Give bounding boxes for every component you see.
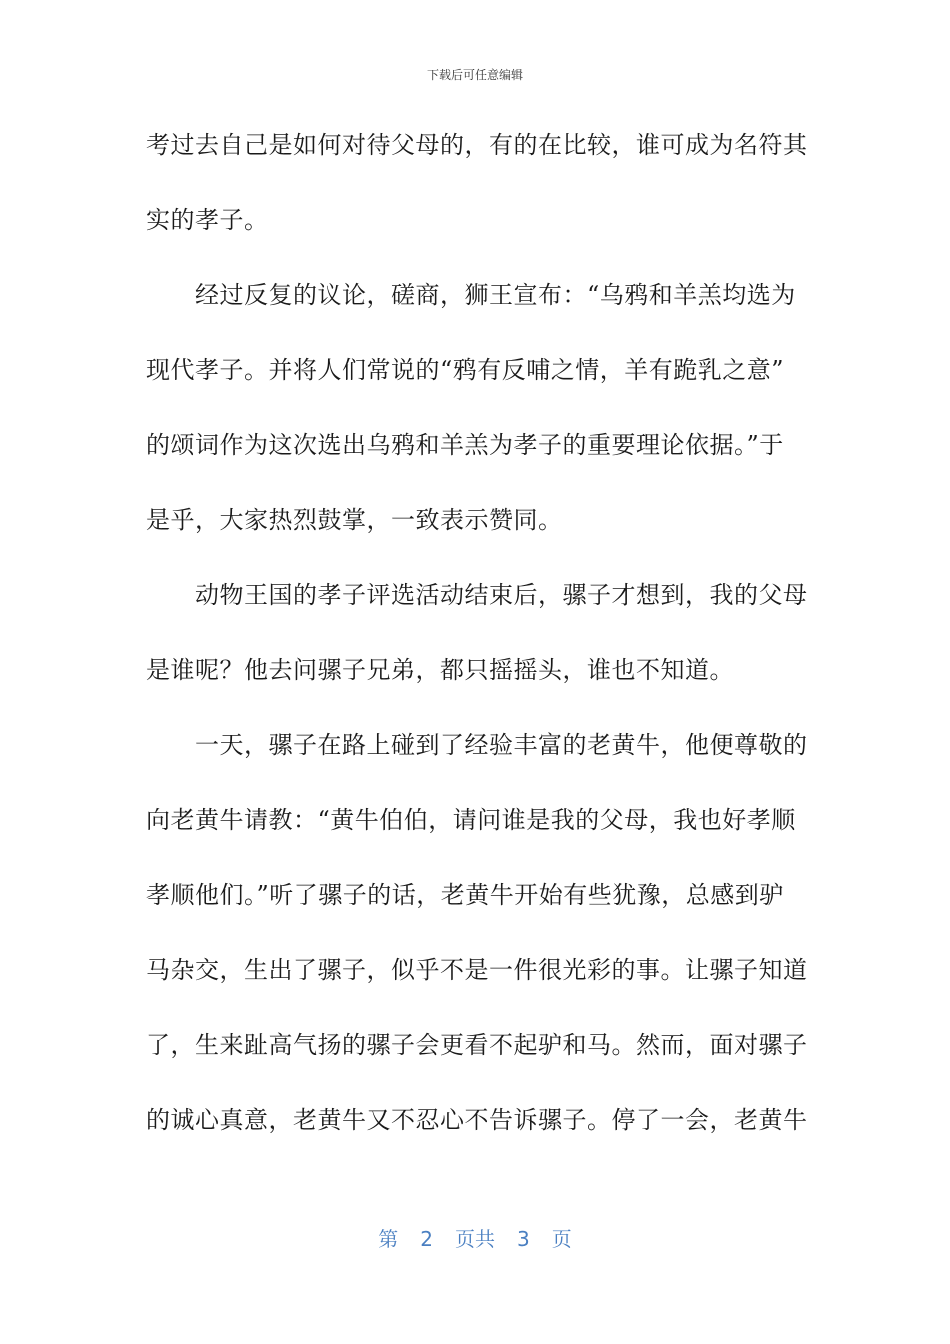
total-pages: 3: [517, 1227, 530, 1251]
page-number: 2: [420, 1227, 433, 1251]
text-line: 考过去自己是如何对待父母的，有的在比较，谁可成为名符其: [146, 131, 808, 159]
page-suffix: 页: [551, 1227, 572, 1251]
page-footer: [0, 1226, 950, 1252]
text-line: 经过反复的议论，磋商，狮王宣布：“乌鸦和羊羔均选为: [146, 281, 796, 309]
text-line: 向老黄牛请教：“黄牛伯伯，请问谁是我的父母，我也好孝顺: [146, 806, 796, 834]
text-line: 的颂词作为这次选出乌鸦和羊羔为孝子的重要理论依据。”于: [146, 431, 784, 459]
text-line: 现代孝子。并将人们常说的“鸦有反哺之情，羊有跪乳之意”: [146, 356, 785, 384]
page-header-note: 下载后可任意编辑: [426, 68, 523, 82]
page-prefix: 第: [378, 1227, 399, 1251]
text-line: 孝顺他们。”听了骡子的话，老黄牛开始有些犹豫，总感到驴: [146, 881, 784, 909]
text-line: 一天，骡子在路上碰到了经验丰富的老黄牛，他便尊敬的: [146, 731, 808, 759]
text-line: 了，生来趾高气扬的骡子会更看不起驴和马。然而，面对骡子: [146, 1031, 808, 1059]
text-line: 的诚心真意，老黄牛又不忍心不告诉骡子。停了一会，老黄牛: [146, 1106, 808, 1134]
document-body: [146, 120, 808, 1170]
page-mid: 页共: [455, 1227, 495, 1251]
text-line: 动物王国的孝子评选活动结束后，骡子才想到，我的父母: [146, 581, 808, 609]
text-line: 马杂交，生出了骡子，似乎不是一件很光彩的事。让骡子知道: [146, 956, 808, 984]
text-line: 实的孝子。: [146, 206, 269, 234]
text-line: 是谁呢？他去问骡子兄弟，都只摇摇头，谁也不知道。: [146, 656, 734, 684]
text-line: 是乎，大家热烈鼓掌，一致表示赞同。: [146, 506, 563, 534]
